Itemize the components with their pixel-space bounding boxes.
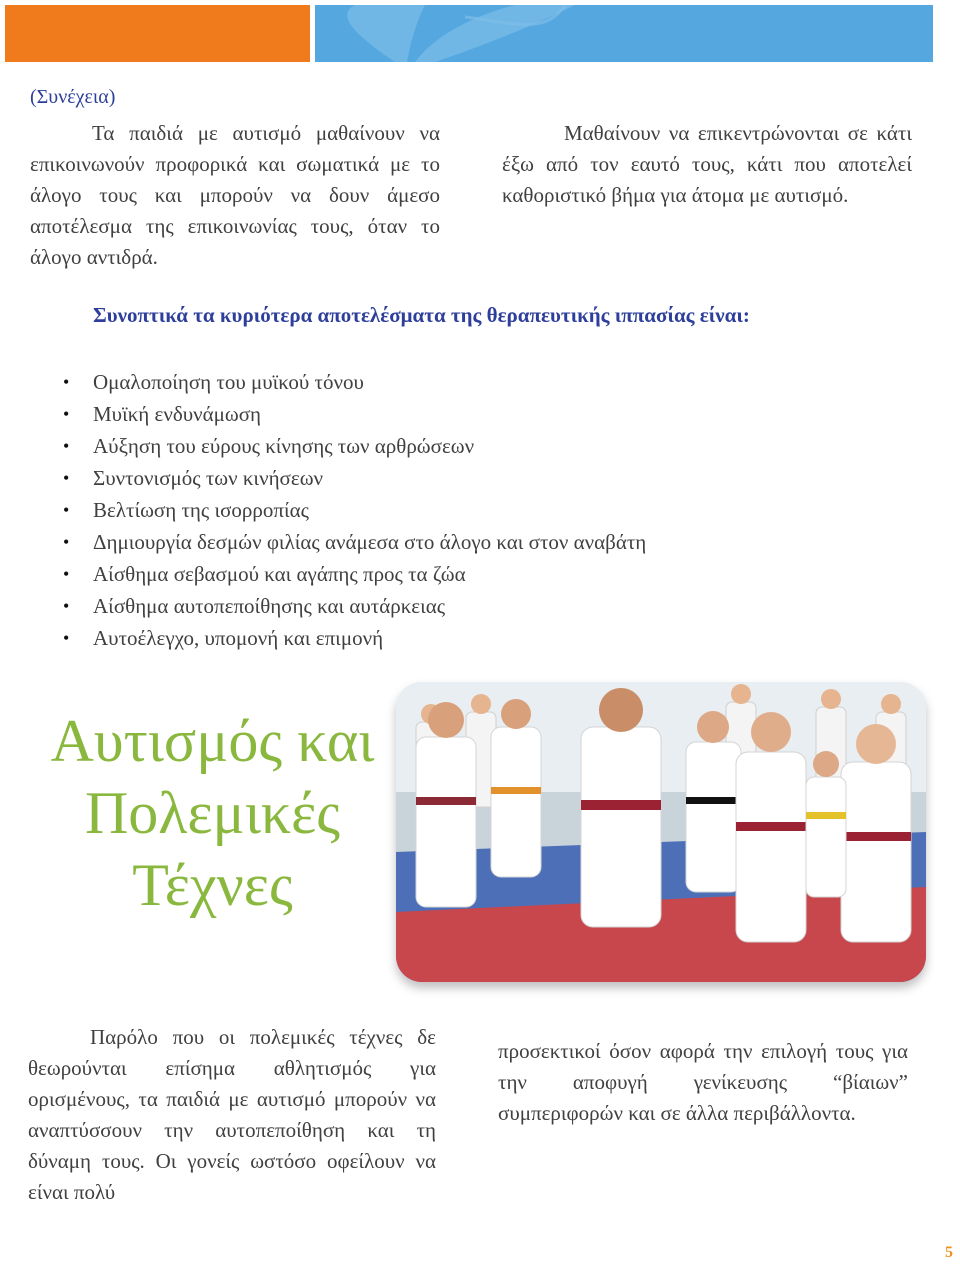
page-number: 5 bbox=[945, 1244, 953, 1261]
bullet-icon: • bbox=[63, 532, 70, 552]
list-item: • Βελτίωση της ισορροπίας bbox=[60, 494, 646, 526]
header-orange-bar bbox=[5, 5, 310, 62]
paragraph-left-2: Παρόλο που οι πολεμικές τέχνες δε θεωρούνται επίσημα αθλητισμός για ορισμένους, τα παιδιά με αυτισμό μπορούν να αναπτύσσουν την αυτοπεποίθηση και τη δύναμη τους. Οι γονείς ωστόσο οφείλουν να είναι πολύ bbox=[28, 1025, 436, 1204]
butterfly-icon bbox=[315, 5, 933, 62]
list-item: • Συντονισμός των κινήσεων bbox=[60, 462, 646, 494]
continuation-label: (Συνέχεια) bbox=[30, 86, 116, 108]
list-item: • Αίσθημα σεβασμού και αγάπης προς τα ζώα bbox=[60, 558, 646, 590]
paragraph-right-1: Μαθαίνουν να επικεντρώνονται σε κάτι έξω από τον εαυτό τους, κάτι που αποτελεί καθοριστικό βήμα για άτομα με αυτισμό. bbox=[502, 121, 912, 207]
section-title-line: Αυτισμός και bbox=[50, 708, 375, 774]
bullet-icon: • bbox=[63, 628, 70, 648]
bullet-icon: • bbox=[63, 436, 70, 456]
summary-heading: Συνοπτικά τα κυριότερα αποτελέσματα της θεραπευτικής ιππασίας είναι: bbox=[93, 303, 750, 327]
photo-illustration bbox=[396, 682, 926, 982]
list-item: • Δημιουργία δεσμών φιλίας ανάμεσα στο άλογο και στον αναβάτη bbox=[60, 526, 646, 558]
section-title-line: Τέχνες bbox=[132, 852, 293, 918]
list-item: • Μυϊκή ενδυνάμωση bbox=[60, 398, 646, 430]
bullet-icon: • bbox=[63, 468, 70, 488]
bullet-icon: • bbox=[63, 500, 70, 520]
bullet-icon: • bbox=[63, 596, 70, 616]
paragraph-left-1: Τα παιδιά με αυτισμό μαθαίνουν να επικοινωνούν προφορικά και σωματικά με το άλογο τους και μπορούν να δουν άμεσο αποτέλεσμα της επικοινωνίας τους, όταν το άλογο αντιδρά. bbox=[30, 121, 440, 269]
bullet-icon: • bbox=[63, 564, 70, 584]
karate-children-photo bbox=[396, 682, 926, 982]
bullet-icon: • bbox=[63, 372, 70, 392]
section-title-line: Πολεμικές bbox=[84, 780, 341, 846]
list-item: • Αίσθημα αυτοπεποίθησης και αυτάρκειας bbox=[60, 590, 646, 622]
list-item: • Αύξηση του εύρους κίνησης των αρθρώσεων bbox=[60, 430, 646, 462]
list-item: • Ομαλοποίηση του μυϊκού τόνου bbox=[60, 366, 646, 398]
header-blue-bar bbox=[315, 5, 933, 62]
bullet-icon: • bbox=[63, 404, 70, 424]
section-title bbox=[40, 705, 385, 921]
paragraph-right-2: προσεκτικοί όσον αφορά την επιλογή τους για την αποφυγή γενίκευσης “βίαιων” συμπεριφορών και σε άλλα περιβάλλοντα. bbox=[498, 1039, 908, 1125]
list-item: • Αυτοέλεγχο, υπομονή και επιμονή bbox=[60, 622, 646, 654]
benefits-list bbox=[60, 366, 646, 654]
